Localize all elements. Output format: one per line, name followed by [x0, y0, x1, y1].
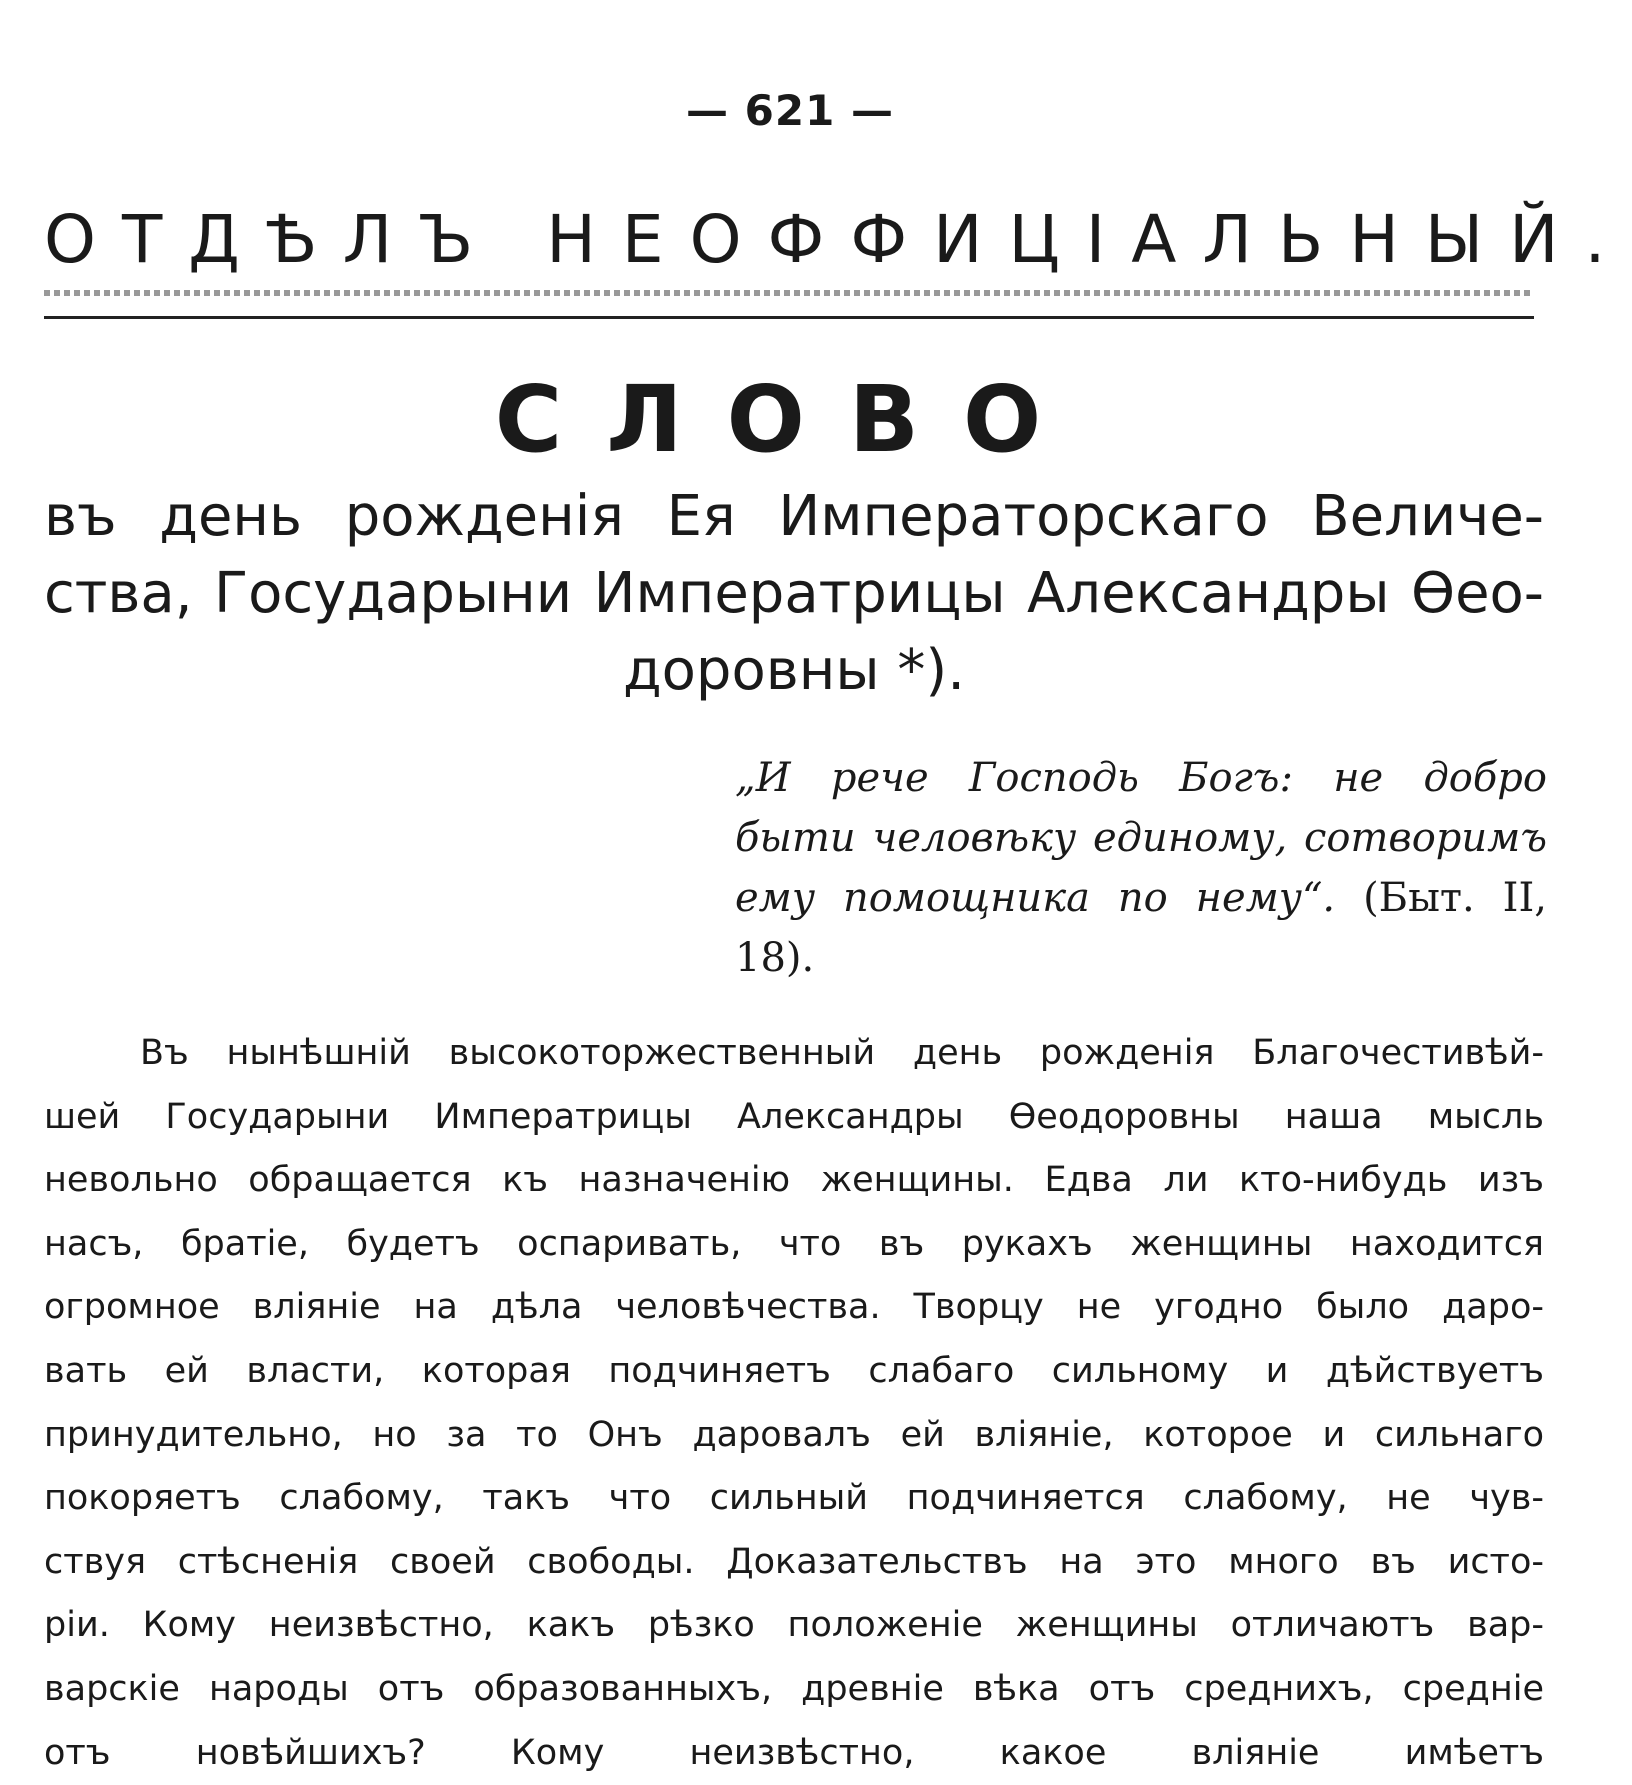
sermon-subtitle — [44, 478, 1544, 709]
body-line: принудительно, но за то Онъ даровалъ ей вліяніе, которое и сильнаго — [44, 1414, 1544, 1455]
horizontal-rule — [44, 316, 1534, 319]
epigraph-quote-text: быти человѣку единому, сотворимъ — [735, 815, 1547, 861]
body-line: отъ новѣйшихъ? Кому неизвѣстно, какое вліяніе имѣетъ — [44, 1732, 1544, 1773]
body-text — [44, 1022, 1544, 1773]
epigraph-quote-text: ему помощника по нему“. — [735, 875, 1336, 921]
body-line: огромное вліяніе на дѣла человѣчества. Творцу не угодно было даро- — [44, 1287, 1544, 1328]
epigraph-quote-text: „И рече Господь Богъ: не добро — [735, 755, 1547, 801]
page-number: — 621 — — [686, 86, 894, 135]
section-heading: ОТДѢЛЪ НЕОФФИЦIАЛЬНЫЙ. — [44, 201, 1632, 278]
subtitle-line: въ день рожденія Ея Императорскаго Величе- — [44, 484, 1544, 549]
body-line: варскіе народы отъ образованныхъ, древніе вѣка отъ среднихъ, средніе — [44, 1668, 1544, 1709]
epigraph-reference: 18). — [735, 935, 815, 981]
epigraph-line — [735, 808, 1547, 868]
body-line: насъ, братіе, будетъ оспаривать, что въ рукахъ женщины находится — [44, 1223, 1544, 1264]
subtitle-line: ства, Государыни Императрицы Александры Ѳео- — [44, 561, 1544, 626]
body-line: шей Государыни Императрицы Александры Ѳеодоровны наша мысль — [44, 1096, 1544, 1137]
body-line: ствуя стѣсненія своей свободы. Доказательствъ на это много въ исто- — [44, 1541, 1544, 1582]
epigraph-reference: (Быт. II, — [1335, 875, 1547, 921]
body-line: Въ нынѣшній высокоторжественный день рожденія Благочестивѣй- — [140, 1033, 1544, 1073]
body-line: вать ей власти, которая подчиняетъ слабаго сильному и дѣйствуетъ — [44, 1350, 1544, 1391]
body-line: ріи. Кому неизвѣстно, какъ рѣзко положеніе женщины отличаютъ вар- — [44, 1605, 1544, 1646]
epigraph-line — [735, 868, 1547, 928]
body-line: невольно обращается къ назначенію женщины. Едва ли кто-нибудь изъ — [44, 1160, 1544, 1201]
decorative-wavy-rule — [44, 290, 1534, 296]
epigraph-line — [735, 748, 1547, 808]
epigraph — [735, 748, 1547, 988]
body-line: покоряетъ слабому, такъ что сильный подчиняется слабому, не чув- — [44, 1478, 1544, 1519]
sermon-title: СЛОВО — [494, 366, 1086, 473]
subtitle-line: доровны *). — [622, 638, 966, 703]
epigraph-line — [735, 928, 1547, 988]
